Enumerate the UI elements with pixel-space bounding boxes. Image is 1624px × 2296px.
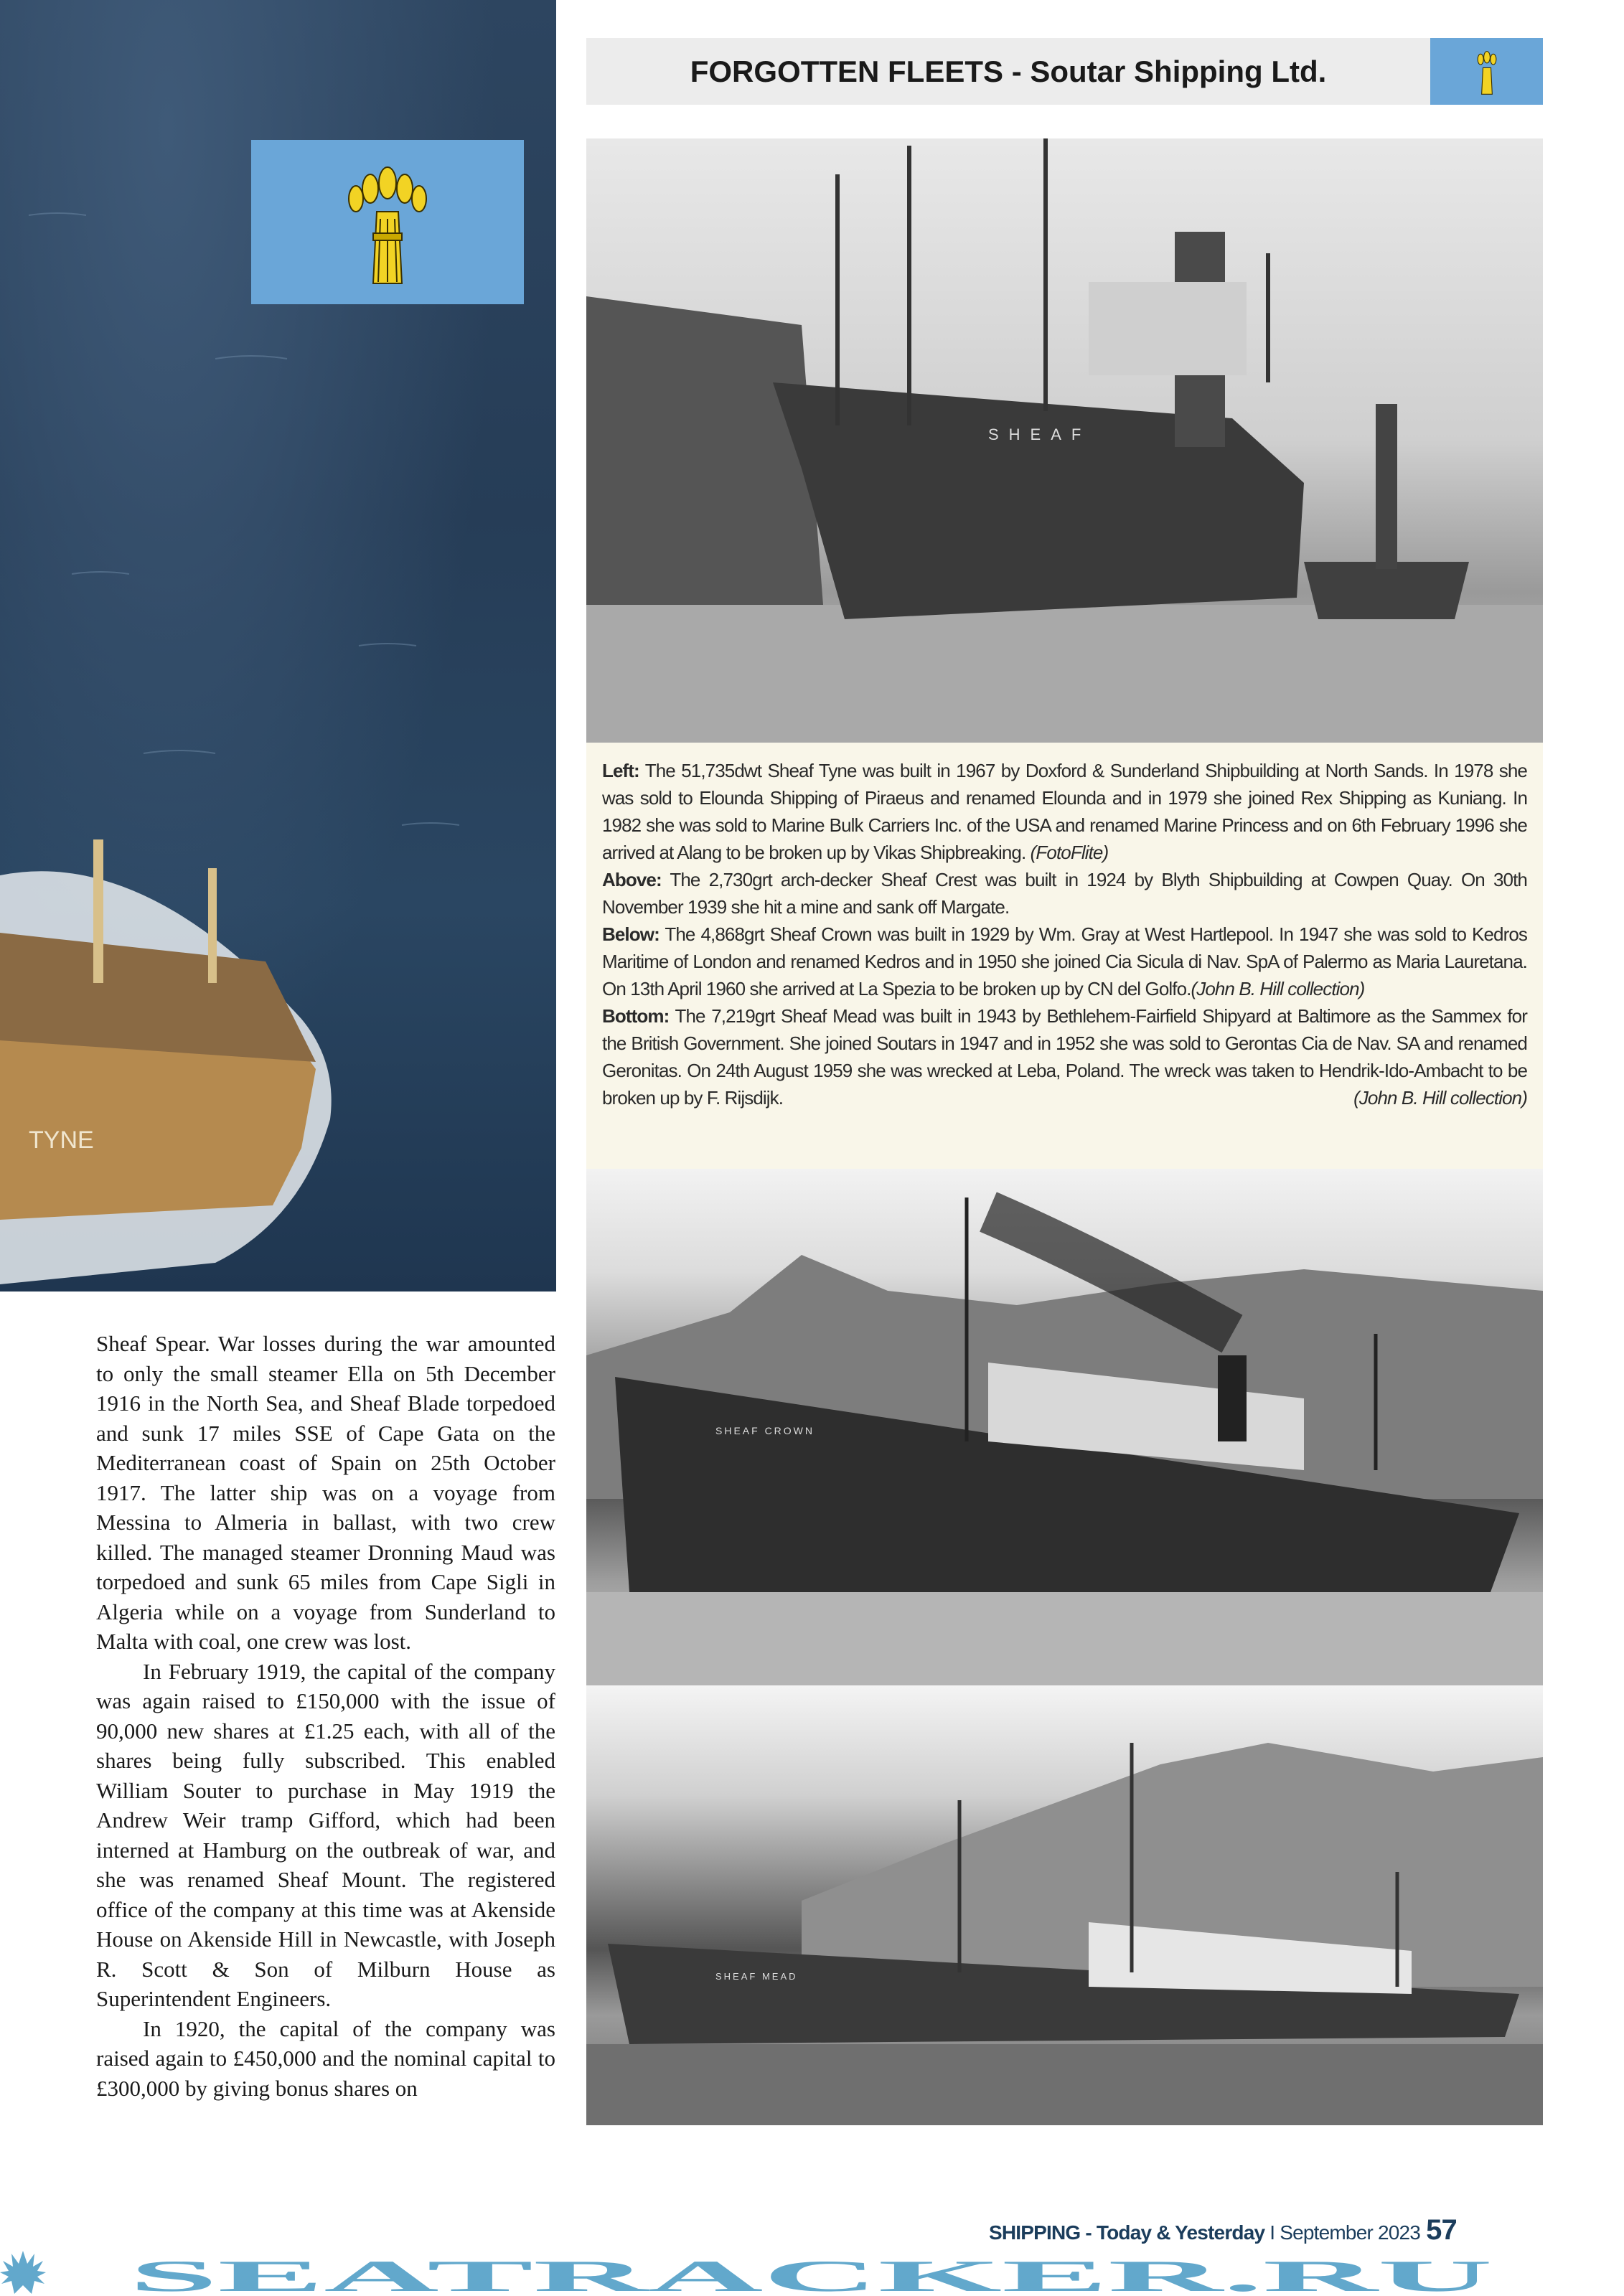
wheat-sheaf-icon: [1469, 47, 1505, 97]
caption-bottom: [602, 1002, 1527, 1111]
wheat-sheaf-icon: [344, 154, 431, 291]
ship-name-mead: SHEAF MEAD: [715, 1971, 798, 1982]
caption-label: Left:: [602, 760, 639, 781]
ship-illustration-sheaf-crest: [586, 138, 1543, 743]
caption-text: The 4,868grt Sheaf Crown was built in 1929 by Wm. Gray at West Hartlepool. In 1947 she was sold to Kedros Maritime of London and renamed Kedros and in 1950 she joined Cia Sicula di Nav. SpA of Palermo as Maria Lauretana. On 13th April 1960 she arrived at La Spezia to be broken up by CN del Golfo.: [602, 923, 1527, 999]
watermark-text: SEATRACKER.RU: [129, 2252, 1493, 2296]
body-paragraph: In 1920, the capital of the company was raised again to £450,000 and the nominal capital to £300,000 by giving bonus shares on: [96, 2015, 555, 2101]
header-flag: [1430, 38, 1543, 105]
company-flag: [251, 140, 524, 304]
caption-label: Below:: [602, 923, 660, 945]
publication-subtitle: - Today & Yesterday: [1080, 2221, 1265, 2244]
page-number: 57: [1426, 2214, 1457, 2246]
caption-label: Bottom:: [602, 1005, 670, 1027]
photo-sheaf-crown: [586, 1169, 1543, 1685]
page-title: FORGOTTEN FLEETS - Soutar Shipping Ltd.: [690, 55, 1327, 88]
ship-name-crown: SHEAF CROWN: [715, 1425, 815, 1436]
ship-illustration-sheaf-crown: [586, 1169, 1543, 1685]
body-paragraph: Sheaf Spear. War losses during the war amounted to only the small steamer Ella on 5th December 1916 in the North Sea, and Sheaf Blade torpedoed and sunk 17 miles SSE of Cape Gata on the Mediterranean coast of Spain on 25th October 1917. The latter ship was on a voyage from Messina to Almeria in ballast, with two crew killed. The managed steamer Dronning Maud was torpedoed and sunk 65 miles from Cape Sigli in Algeria while on a voyage from Sunderland to Malta with coal, one crew was lost.: [96, 1331, 555, 1654]
ship-illustration-sheaf-mead: [586, 1685, 1543, 2125]
article-body: [96, 1329, 555, 2103]
ship-name-tyne: TYNE: [29, 1126, 94, 1154]
caption-label: Above:: [602, 869, 662, 890]
photo-credit: (John B. Hill collection): [1353, 1087, 1527, 1109]
publication-name: SHIPPING: [989, 2221, 1081, 2244]
section-header: [586, 38, 1543, 105]
photo-credit: (John B. Hill collection): [1191, 978, 1365, 999]
issue-date: September 2023: [1280, 2221, 1421, 2244]
caption-above: [602, 866, 1527, 921]
body-paragraph: In February 1919, the capital of the company was again raised to £150,000 with the issue of 90,000 new shares at £1.25 each, with all of the shares being fully subscribed. This enabled William Souter to purchase in May 1919 the Andrew Weir tramp Gifford, which had been interned at Hamburg on the outbreak of war, and she was renamed Sheaf Mount. The registered office of the company at this time was at Akenside House on Akenside Hill in Newcastle, with Joseph R. Scott & Son of Milburn House as Superintendent Engineers.: [96, 1658, 555, 2011]
footer-separator: I: [1264, 2221, 1280, 2244]
photo-sheaf-mead: [586, 1685, 1543, 2125]
photo-credit: (FotoFlite): [1030, 842, 1109, 863]
caption-text: The 7,219grt Sheaf Mead was built in 1943 by Bethlehem-Fairfield Shipyard at Baltimore as the Sammex for the British Government. She joined Soutars in 1947 and in 1952 she was sold to Gerontas Cia de Nav. SA and renamed Geronitas. On 24th August 1959 she was wrecked at Leba, Poland. The wreck was taken to Hendrik-Ido-Ambacht to be broken up by F. Rijsdijk.: [602, 1005, 1527, 1109]
caption-text: The 51,735dwt Sheaf Tyne was built in 1967 by Doxford & Sunderland Shipbuilding at North Sands. In 1978 she was sold to Elounda Shipping of Piraeus and renamed Elounda and in 1979 she joined Rex Shipping as Kuniang. In 1982 she was sold to Marine Bulk Carriers Inc. of the USA and renamed Marine Princess and on 6th February 1996 she arrived at Alang to be broken up by Vikas Shipbreaking.: [602, 760, 1527, 863]
page-footer: [989, 2214, 1457, 2246]
caption-below: [602, 921, 1527, 1002]
photo-sheaf-crest: [586, 138, 1543, 743]
ship-name-crest: SHEAF: [988, 425, 1092, 443]
photo-captions: [586, 743, 1543, 1169]
watermark-logo: [0, 2249, 1624, 2296]
starburst-icon: [0, 2251, 46, 2294]
caption-left: [602, 757, 1527, 866]
caption-text: The 2,730grt arch-decker Sheaf Crest was built in 1924 by Blyth Shipbuilding at Cowpen Quay. On 30th November 1939 she hit a mine and sank off Margate.: [602, 869, 1527, 918]
